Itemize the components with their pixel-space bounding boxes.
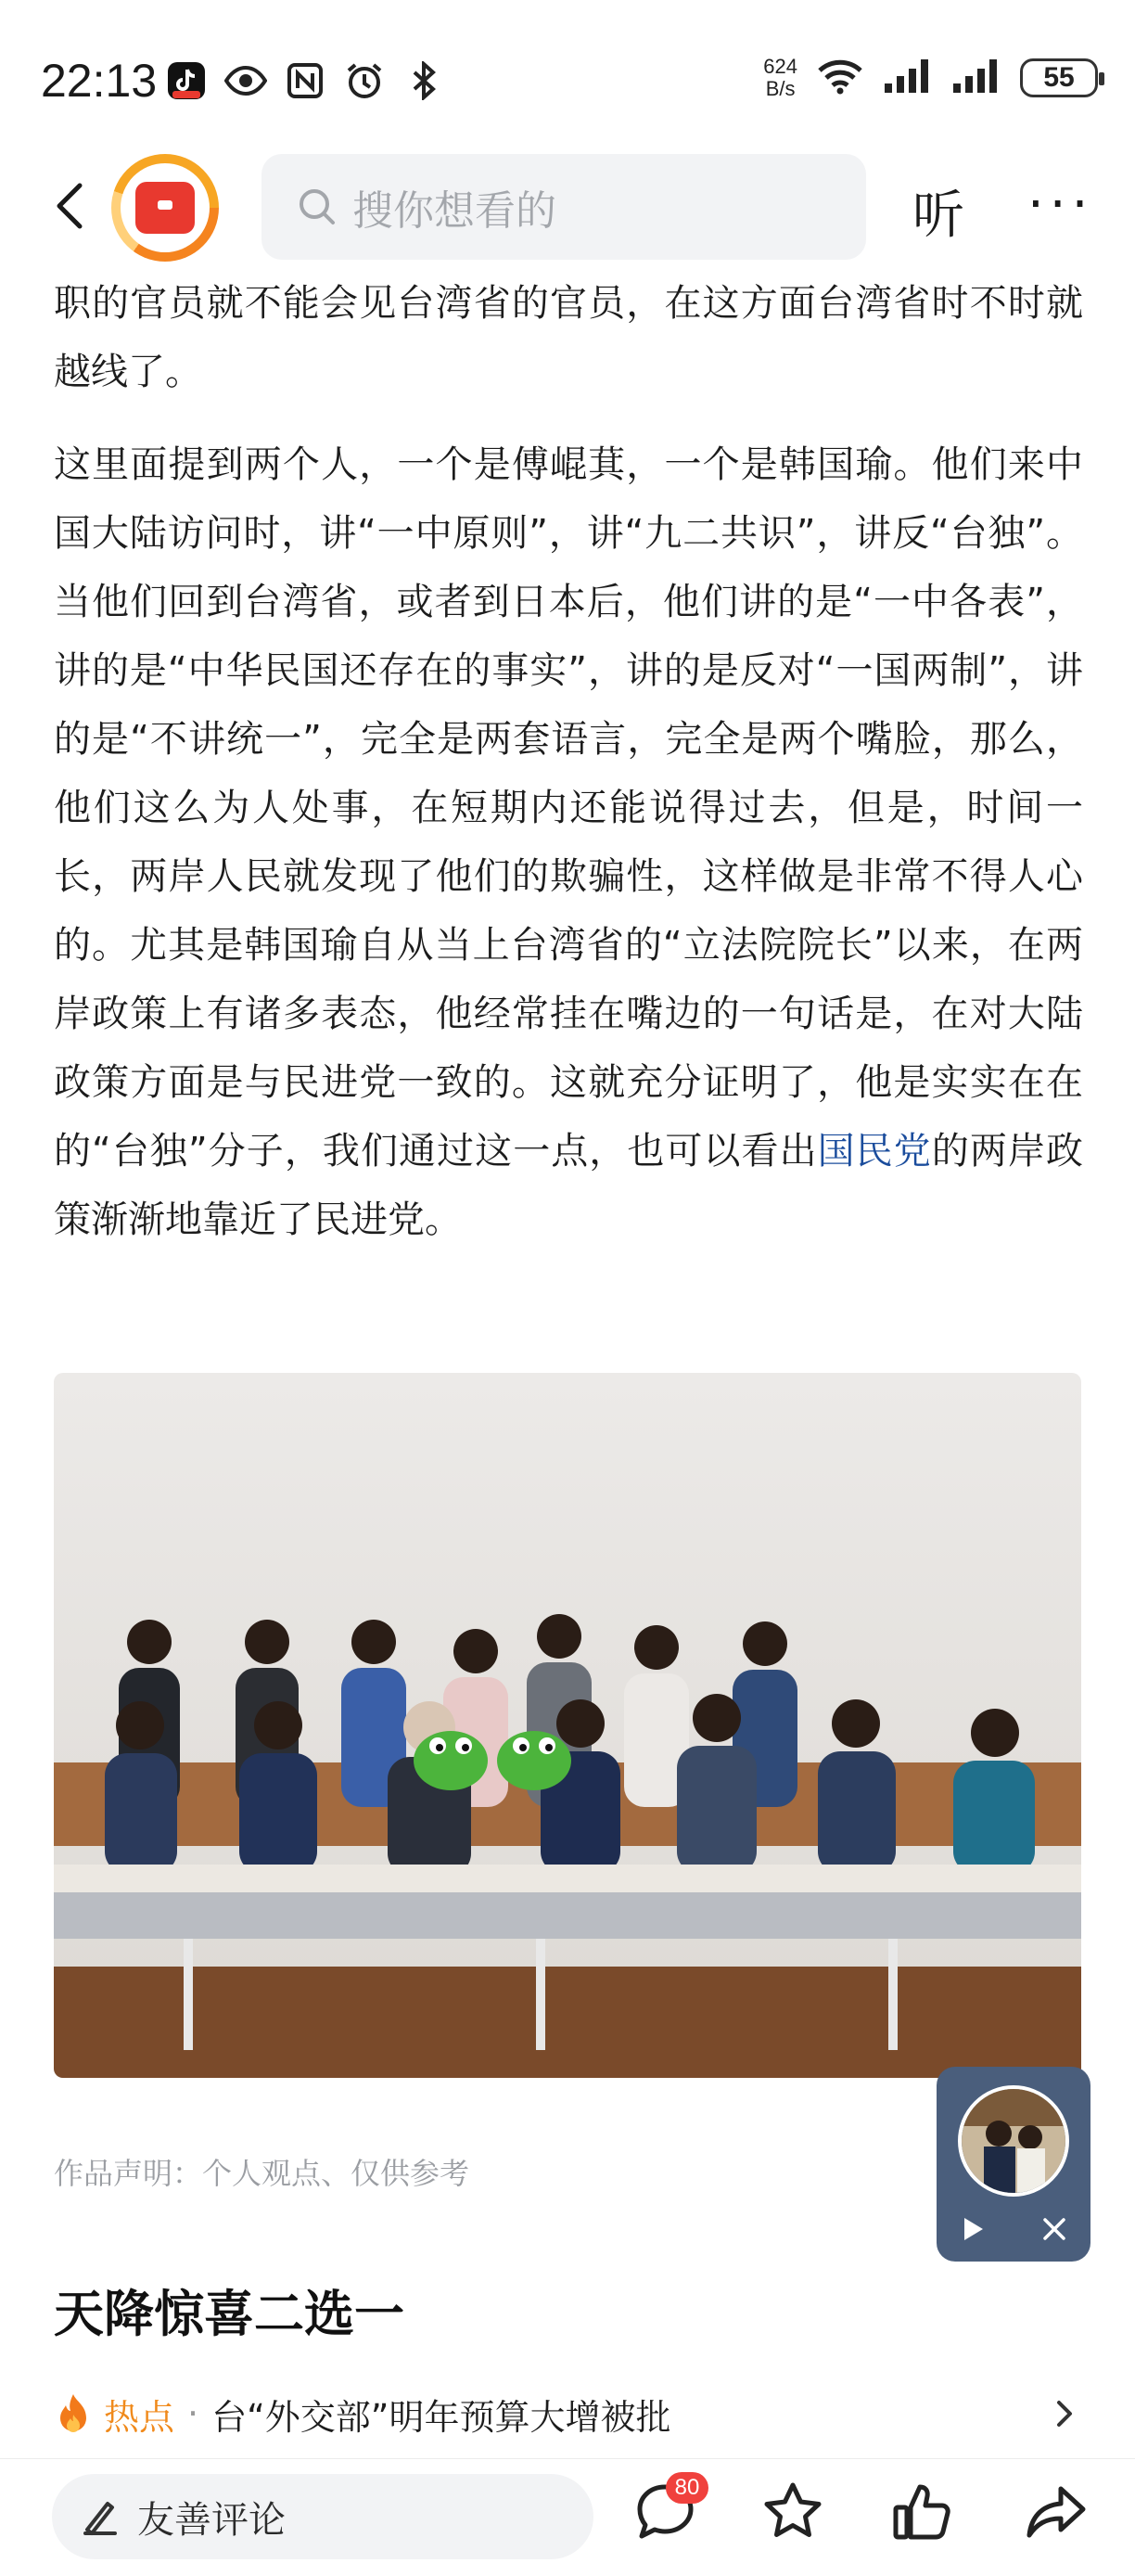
net-speed: [763, 56, 797, 100]
chevron-left-icon: [45, 178, 100, 234]
comment-count-badge: 80: [666, 2472, 708, 2504]
signal-icon-2: [951, 58, 1001, 98]
search-icon: [295, 185, 339, 229]
back-button[interactable]: [45, 178, 100, 234]
eye-icon: [224, 59, 267, 102]
section-title: 天降惊喜二选一: [54, 2285, 404, 2343]
comment-input[interactable]: [52, 2474, 593, 2559]
listen-button[interactable]: 听: [912, 186, 964, 246]
article-paragraph: 职的官员就不能会见台湾省的官员，在这方面台湾省时不时就越线了。: [54, 282, 1083, 393]
author-declaration: 作品声明：个人观点、仅供参考: [54, 2156, 470, 2191]
kmt-link[interactable]: 国民党: [817, 1130, 932, 1173]
status-bar: [0, 0, 1135, 148]
nfc-icon: [284, 59, 326, 102]
star-icon[interactable]: [760, 2480, 825, 2544]
battery-level: 55: [1043, 62, 1075, 93]
share-icon[interactable]: [1024, 2480, 1089, 2544]
video-thumbnail[interactable]: [958, 2085, 1069, 2197]
floating-video-player[interactable]: [937, 2067, 1090, 2262]
search-bar[interactable]: [261, 154, 866, 260]
top-header: [0, 148, 1135, 264]
article-body: [54, 269, 1083, 1254]
alarm-icon: [343, 59, 386, 102]
hot-topic-row[interactable]: [54, 2386, 1083, 2441]
hot-label: 热点: [104, 2396, 175, 2438]
hot-topic-text[interactable]: 台“外交部”明年预算大增被批: [211, 2396, 671, 2438]
comment-placeholder: 友善评论: [137, 2498, 286, 2542]
app-logo-icon[interactable]: [111, 154, 219, 262]
net-speed-value: 624: [763, 55, 797, 78]
bluetooth-icon: [402, 59, 445, 102]
article-paragraph: [54, 430, 1083, 1254]
net-speed-unit: B/s: [765, 77, 796, 100]
status-icons-right: [763, 56, 1098, 100]
bottom-action-bar: [0, 2458, 1135, 2576]
signal-icon: [883, 58, 933, 98]
play-icon[interactable]: [959, 2215, 987, 2243]
paragraph-text: 这里面提到两个人，一个是傅崐萁，一个是韩国瑜。他们来中国大陆访问时，讲“一中原则”，讲“九二共识”，讲反“台独”。当他们回到台湾省，或者到日本后，他们讲的是“一中各表”，讲的是“中华民国还存在的事实”，讲的是反对“一国两制”，讲的是“不讲统一”，完全是两套语言，完全是两个嘴脸，那么，他们这么为人处事，在短期内还能说得过去，但是，时间一长，两岸人民就发现了他们的欺骗性，这样做是非常不得人心的。尤其是韩国瑜自从当上台湾省的“立法院院长”以来，在两岸政策上有诸多表态，他经常挂在嘴边的一句话是，在对大陆政策方面是与民进党一致的。这就充分证明了，他是实实在在的“台独”分子，我们通过这一点，也可以看出: [54, 443, 1083, 1173]
battery-icon: [1020, 58, 1098, 97]
hot-separator: ·: [187, 2393, 199, 2434]
status-icons-left: [165, 59, 445, 102]
more-button[interactable]: ···: [1027, 174, 1094, 235]
like-icon[interactable]: [890, 2480, 955, 2544]
search-placeholder: 搜你想看的: [352, 187, 556, 235]
pen-icon: [80, 2496, 121, 2537]
paragraph-text: 的两岸政策渐渐地靠近了民进党。: [54, 1130, 1084, 1241]
tiktok-icon: [165, 59, 208, 102]
wifi-icon: [816, 58, 864, 98]
chevron-right-icon: [1046, 2395, 1083, 2432]
fire-icon: [54, 2392, 93, 2435]
close-icon[interactable]: [1040, 2215, 1068, 2243]
status-time: 22:13: [41, 55, 158, 107]
article-photo[interactable]: [54, 1373, 1081, 2078]
